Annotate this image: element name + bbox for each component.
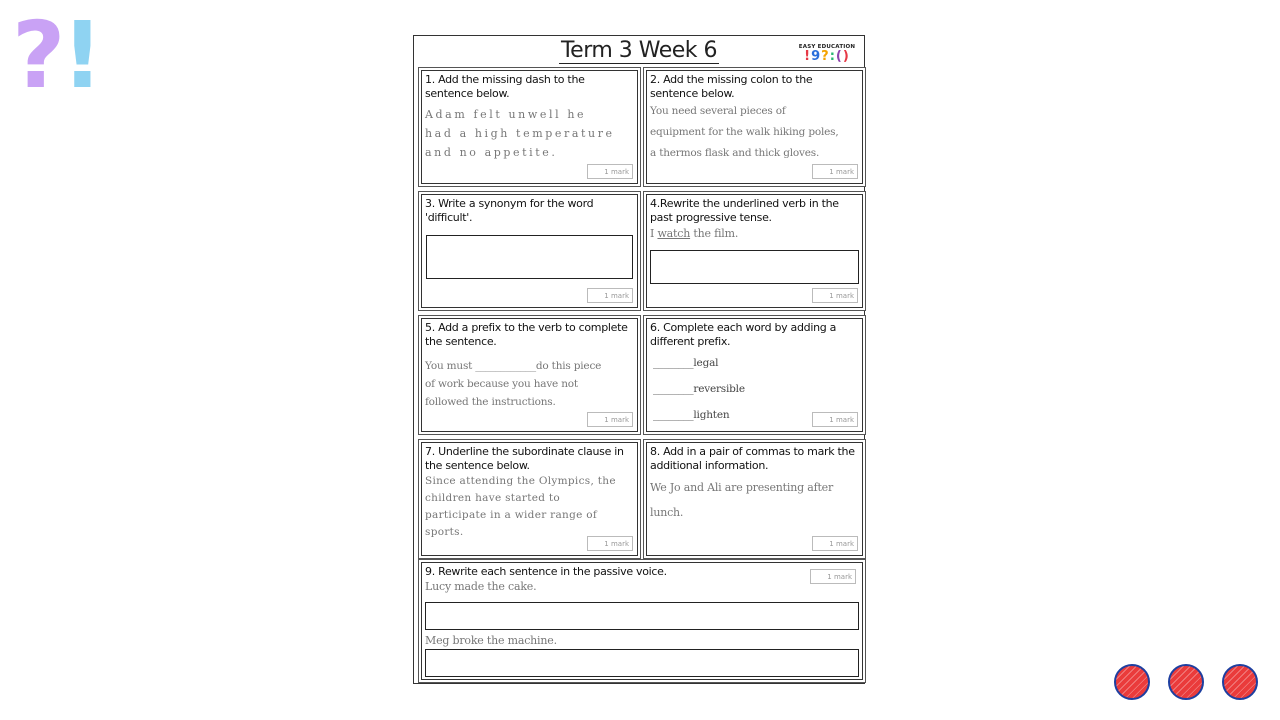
- question-5-line: of work because you have not: [425, 378, 578, 390]
- question-2-line: equipment for the walk hiking poles,: [650, 126, 839, 138]
- answer-box[interactable]: [425, 649, 859, 677]
- question-7-line: participate in a wider range of: [425, 509, 598, 521]
- question-1-line: Adam felt unwell he: [425, 108, 587, 121]
- question-1-line: and no appetite.: [425, 146, 558, 159]
- question-5-line: followed the instructions.: [425, 396, 556, 408]
- question-6-prompt: 6. Complete each word by adding a different prefix.: [650, 321, 837, 348]
- question-7-prompt: 7. Underline the subordinate clause in the sentence below.: [425, 445, 624, 472]
- question-7-line: Since attending the Olympics, the: [425, 475, 616, 487]
- mark-box: 1 mark: [587, 164, 633, 179]
- underlined-verb: watch: [657, 227, 691, 240]
- question-7: [421, 442, 638, 556]
- question-exclaim-logo: [12, 2, 122, 109]
- worksheet-title: Term 3 Week 6: [560, 38, 718, 63]
- answer-box[interactable]: [425, 602, 859, 630]
- question-7-line: sports.: [425, 526, 464, 538]
- nav-dot-home[interactable]: [1168, 664, 1204, 700]
- mark-box: 1 mark: [812, 536, 858, 551]
- question-6: [646, 318, 863, 432]
- mark-box: 1 mark: [587, 412, 633, 427]
- question-1: [421, 70, 638, 184]
- mark-box: 1 mark: [812, 412, 858, 427]
- question-9: [421, 562, 863, 680]
- question-5: [421, 318, 638, 432]
- question-3-prompt: 3. Write a synonym for the word 'difficult'.: [425, 197, 594, 224]
- mark-box: 1 mark: [587, 536, 633, 551]
- question-1-line: had a high temperature: [425, 127, 615, 140]
- mark-box: 1 mark: [810, 569, 856, 584]
- question-1-prompt: 1. Add the missing dash to the sentence below.: [425, 73, 585, 100]
- question-9-sentence-1: Lucy made the cake.: [425, 580, 537, 593]
- question-2: [646, 70, 863, 184]
- question-3: [421, 194, 638, 308]
- mark-box: 1 mark: [812, 164, 858, 179]
- question-8-prompt: 8. Add in a pair of commas to mark the additional information.: [650, 445, 855, 472]
- exclamation-mark-icon: !: [61, 2, 104, 109]
- answer-box[interactable]: [426, 235, 633, 279]
- answer-box[interactable]: [650, 250, 859, 284]
- mark-box: 1 mark: [812, 288, 858, 303]
- prefix-word: ________reversible: [653, 383, 745, 395]
- question-2-line: You need several pieces of: [650, 105, 786, 117]
- question-4-prompt: 4.Rewrite the underlined verb in the past progressive tense.: [650, 197, 839, 224]
- nav-dot-previous[interactable]: [1114, 664, 1150, 700]
- nav-dot-next[interactable]: [1222, 664, 1258, 700]
- prefix-word: ________lighten: [653, 409, 730, 421]
- mark-box: 1 mark: [587, 288, 633, 303]
- question-7-line: children have started to: [425, 492, 561, 504]
- question-2-prompt: 2. Add the missing colon to the sentence below.: [650, 73, 813, 100]
- worksheet: [413, 35, 865, 684]
- prefix-word: ________legal: [653, 357, 719, 369]
- question-4: [646, 194, 863, 308]
- question-8-line: lunch.: [650, 506, 684, 519]
- easy-education-logo: EASY EDUCATION !9?:(): [798, 44, 856, 64]
- question-9-sentence-2: Meg broke the machine.: [425, 634, 557, 647]
- question-mark-icon: ?: [12, 2, 66, 109]
- question-8: [646, 442, 863, 556]
- question-9-prompt: 9. Rewrite each sentence in the passive voice.: [425, 565, 667, 578]
- question-2-line: a thermos flask and thick gloves.: [650, 147, 820, 159]
- question-4-sentence: I watch the film.: [650, 227, 739, 240]
- question-5-line: You must ____________do this piece: [425, 360, 602, 372]
- question-5-prompt: 5. Add a prefix to the verb to complete the sentence.: [425, 321, 628, 348]
- question-8-line: We Jo and Ali are presenting after: [650, 481, 834, 494]
